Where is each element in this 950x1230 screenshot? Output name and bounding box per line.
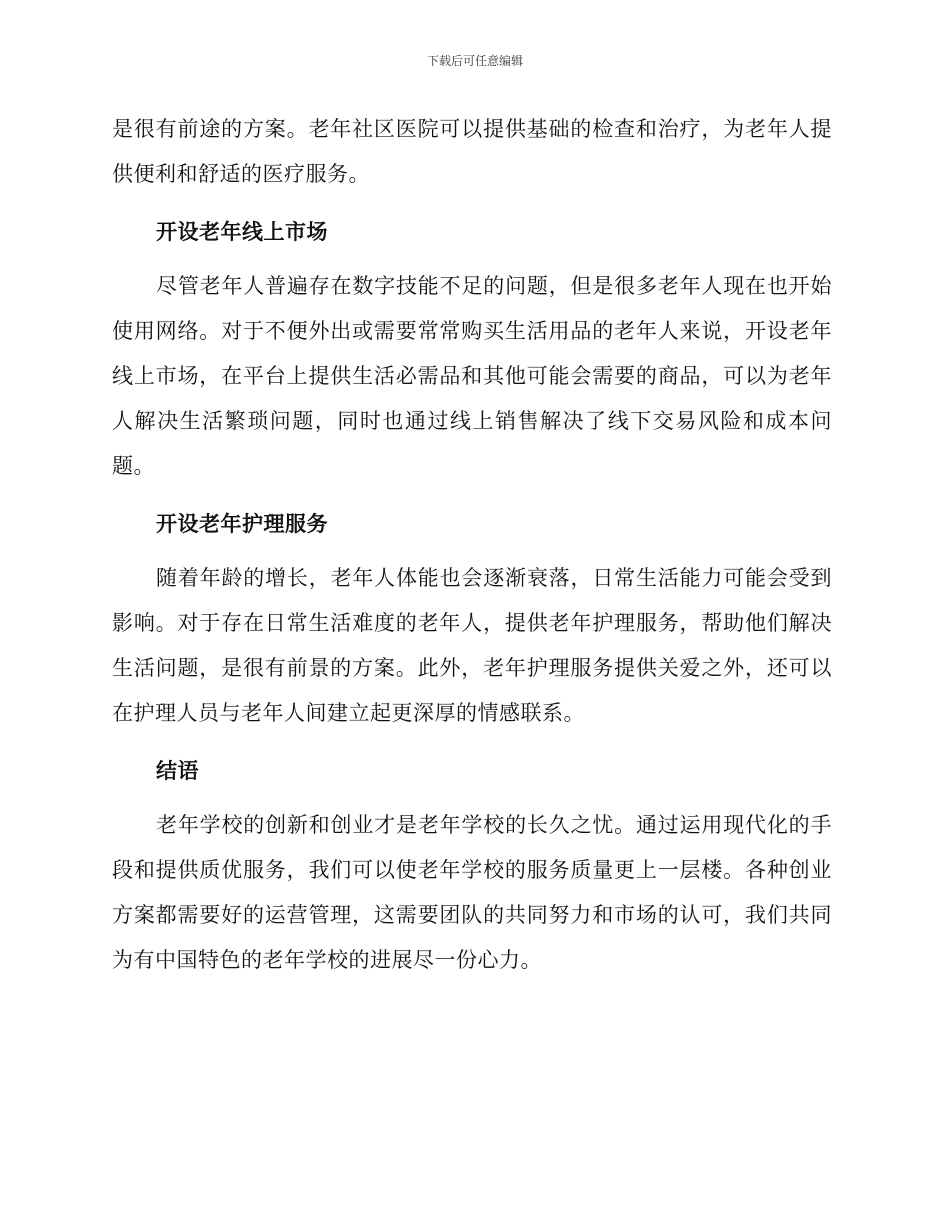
paragraph-conclusion: 老年学校的创新和创业才是老年学校的长久之忧。通过运用现代化的手段和提供质优服务，我们可以使老年学校的服务质量更上一层楼。各种创业方案都需要好的运营管理，这需要团队的共同努力和市场的认可，我们共同为有中国特色的老年学校的进展尽一份心力。 xyxy=(112,813,832,972)
page-header: 下载后可任意编辑 xyxy=(426,54,523,68)
paragraph-nursing-service: 随着年龄的增长，老年人体能也会逐渐衰落，日常生活能力可能会受到影响。对于存在日常生活难度的老年人，提供老年护理服务，帮助他们解决生活问题，是很有前景的方案。此外，老年护理服务提供关爱之外，还可以在护理人员与老年人间建立起更深厚的情感联系。 xyxy=(112,566,832,725)
section-heading-conclusion: 结语 xyxy=(156,759,199,783)
paragraph-continuation: 是很有前途的方案。老年社区医院可以提供基础的检查和治疗，为老年人提供便利和舒适的医疗服务。 xyxy=(112,117,832,186)
paragraph-online-market: 尽管老年人普遍存在数字技能不足的问题，但是很多老年人现在也开始使用网络。对于不便外出或需要常常购买生活用品的老年人来说，开设老年线上市场，在平台上提供生活必需品和其他可能会需要的商品，可以为老年人解决生活繁琐问题，同时也通过线上销售解决了线下交易风险和成本问题。 xyxy=(112,274,832,478)
section-heading-online-market: 开设老年线上市场 xyxy=(156,220,328,244)
document-body xyxy=(112,107,832,983)
section-heading-nursing-service: 开设老年护理服务 xyxy=(156,512,328,536)
